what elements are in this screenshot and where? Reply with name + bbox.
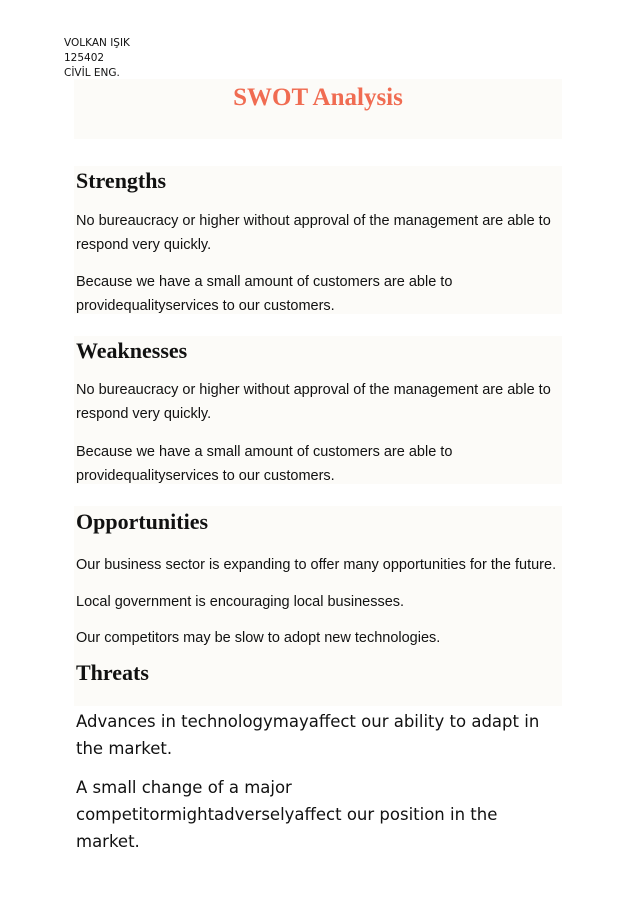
author-department: CİVİL ENG. — [64, 67, 120, 79]
weaknesses-item: Because we have a small amount of customers are able to providequalityservices to our customers. — [76, 444, 453, 484]
strengths-item: No bureaucracy or higher without approval of the management are able to respond very quickly. — [76, 213, 551, 253]
author-name: VOLKAN IŞIK — [64, 37, 130, 49]
strengths-heading: Strengths — [76, 168, 167, 193]
page-title: SWOT Analysis — [233, 84, 403, 111]
author-id: 125402 — [64, 52, 105, 64]
threats-item: A small change of a major competitormightadverselyaffect our position in the market. — [76, 778, 498, 851]
weaknesses-heading: Weaknesses — [76, 338, 188, 363]
threats-heading: Threats — [76, 660, 149, 685]
opportunities-item: Local government is encouraging local businesses. — [76, 594, 405, 610]
opportunities-item: Our competitors may be slow to adopt new technologies. — [76, 630, 441, 646]
strengths-item: Because we have a small amount of customers are able to providequalityservices to our customers. — [76, 274, 453, 314]
opportunities-heading: Opportunities — [76, 509, 209, 534]
opportunities-item: Our business sector is expanding to offer many opportunities for the future. — [76, 557, 557, 573]
author-info — [64, 36, 130, 81]
threats-item: Advances in technologymayaffect our ability to adapt in the market. — [76, 712, 540, 758]
weaknesses-item: No bureaucracy or higher without approval of the management are able to respond very quickly. — [76, 382, 551, 422]
